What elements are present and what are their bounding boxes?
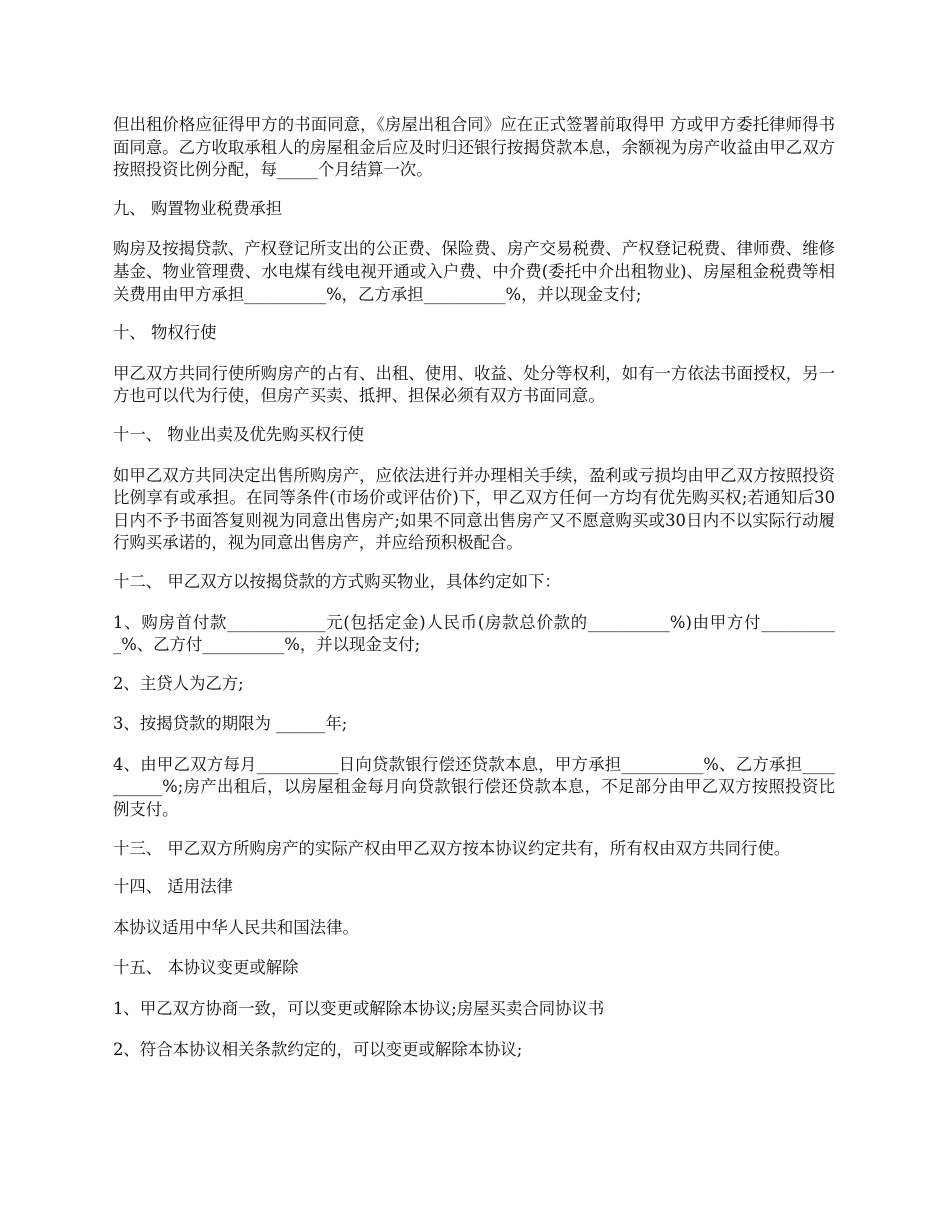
section-9-heading: 九、 购置物业税费承担 [113, 198, 283, 218]
paragraph-property-rights: 甲乙双方共同行使所购房产的占有、出租、使用、收益、处分等权利，如有一方依法书面授权，另一方也可以代为行使，但房产买卖、抵押、担保必须有双方书面同意。 [113, 363, 835, 406]
paragraph-governing-law: 本协议适用中华人民共和国法律。 [113, 917, 359, 937]
section-14-heading: 十四、 适用法律 [113, 877, 233, 897]
section-15-heading: 十五、 本协议变更或解除 [113, 958, 299, 978]
paragraph-tax-fee-sharing: 购房及按揭贷款、产权登记所支出的公正费、保险费、房产交易税费、产权登记税费、律师费、维修基金、物业管理费、水电煤有线电视开通或入户费、中介费(委托中介出租物业)、房屋租金税费等相关费用由甲方承担__________%，乙方承担__________%，并以现金支付; [113, 239, 835, 304]
clause-mutual-change: 1、甲乙双方协商一致，可以变更或解除本协议;房屋买卖合同协议书 [113, 999, 605, 1019]
section-10-heading: 十、 物权行使 [113, 323, 217, 343]
section-12-heading: 十二、 甲乙双方以按揭贷款的方式购买物业，具体约定如下： [113, 571, 561, 591]
section-13-ownership: 十三、 甲乙双方所购房产的实际产权由甲乙双方按本协议约定共有，所有权由双方共同行使。 [113, 838, 791, 858]
section-11-heading: 十一、 物业出卖及优先购买权行使 [113, 424, 365, 444]
clause-monthly-repayment: 4、由甲乙双方每月__________日向贷款银行偿还贷款本息，甲方承担__________%、乙方承担__________%;房产出租后，以房屋租金每月向贷款银行偿还贷款本息，不足部分由甲乙双方按照投资比例支付。 [113, 754, 835, 820]
document-page [113, 114, 835, 1079]
paragraph-sale-and-preemption: 如甲乙双方共同决定出售所购房产，应依法进行并办理相关手续，盈利或亏损均由甲乙双方按照投资比例享有或承担。在同等条件(市场价或评估价)下，甲乙双方任何一方均有优先购买权;若通知后30日内不予书面答复则视为同意出售房产;如果不同意出售房产又不愿意购买或30日内不以实际行动履行购买承诺的，视为同意出售房产，并应给预积极配合。 [113, 465, 835, 553]
paragraph-rental-price-approval: 但出租价格应征得甲方的书面同意，《房屋出租合同》应在正式签署前取得甲 方或甲方委托律师得书面同意。乙方收取承租人的房屋租金后应及时归还银行按揭贷款本息，余额视为房产收益由甲乙双方按照投资比例分配，每_____个月结算一次。 [113, 115, 835, 180]
clause-primary-borrower: 2、主贷人为乙方; [113, 673, 244, 693]
clause-loan-term: 3、按揭贷款的期限为 ______年; [113, 714, 348, 734]
clause-conditional-change: 2、符合本协议相关条款约定的，可以变更或解除本协议; [113, 1039, 523, 1059]
clause-down-payment: 1、购房首付款____________元(包括定金)人民币(房款总价款的__________%)由甲方付__________%、乙方付__________%，并以现金支付; [113, 612, 835, 655]
